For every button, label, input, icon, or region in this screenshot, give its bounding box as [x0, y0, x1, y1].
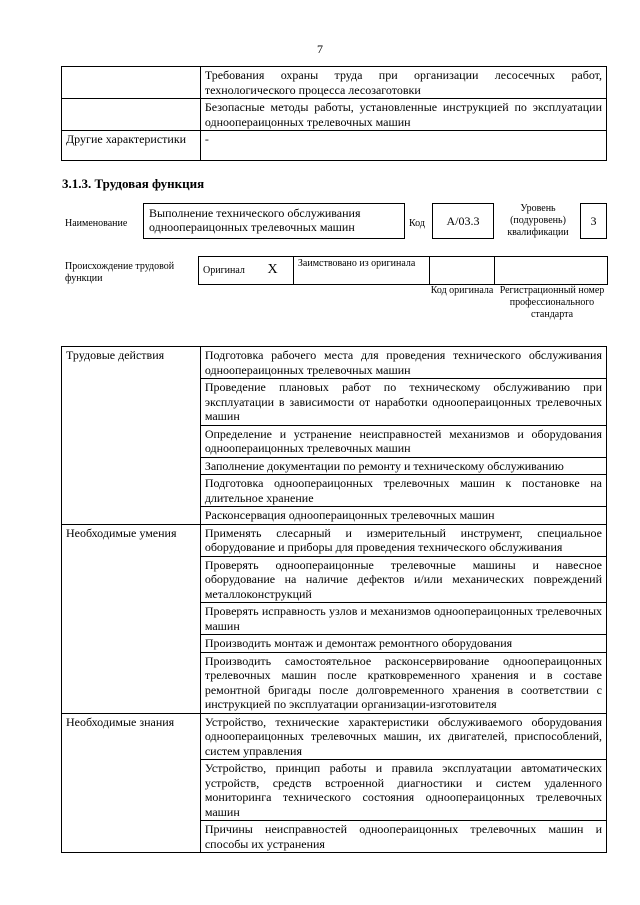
row-value: -	[200, 131, 606, 161]
table-cell: Производить монтаж и демонтаж ремонтного оборудования	[200, 635, 606, 653]
table-cell: Проведение плановых работ по техническому обслуживанию при эксплуатации в зависимости от наработки одноопераицонных трелевочных машин	[200, 379, 606, 426]
table-cell: Производить самостоятельное расконсервирование одноопераицонных трелевочных машин после кратковременного хранения и в составе ремонтной бригады после долговременного хранения в соответствии с инструкцией по эксплуатации организации-изготовителя	[200, 652, 606, 713]
name-value: Выполнение технического обслуживания одноопераицонных трелевочных машин	[143, 203, 405, 239]
section-heading: 3.1.3. Трудовая функция	[62, 176, 205, 191]
table-cell: Подготовка рабочего места для проведения технического обслуживания одноопераицонных трелевочных машин	[200, 347, 606, 379]
origin-table	[198, 256, 608, 285]
page-number: 7	[317, 42, 323, 56]
row-value: Безопасные методы работы, установленные инструкцией по эксплуатации одноопераицонных трелевочных машин	[200, 99, 606, 131]
code-label: Код	[409, 218, 425, 229]
table-cell: Применять слесарный и измерительный инструмент, специальное оборудование и приборы для проведения технического обслуживания	[200, 524, 606, 556]
table-row	[62, 131, 607, 161]
section-label: Необходимые умения	[62, 524, 201, 713]
origin-label: Происхождение трудовой функции	[65, 261, 175, 284]
original-label: Оригинал	[199, 257, 264, 285]
table-cell: Подготовка одноопераицонных трелевочных машин к постановке на длительное хранение	[200, 475, 606, 507]
table-cell: Определение и устранение неисправностей механизмов и оборудования одноопераицонных трелевочных машин	[200, 425, 606, 457]
table-cell: Проверять одноопераицонные трелевочные машины и навесное оборудование на наличие дефектов и/или механических повреждений металлоконструкций	[200, 556, 606, 603]
table-cell: Проверять исправность узлов и механизмов одноопераицонных трелевочных машин	[200, 603, 606, 635]
reg-number-cell	[495, 257, 608, 285]
section-label: Трудовые действия	[62, 347, 201, 525]
table-row	[62, 713, 607, 760]
section-label: Необходимые знания	[62, 713, 201, 853]
row-value: Требования охраны труда при организации лесосечных работ, технологического процесса лесозаготовки	[200, 67, 606, 99]
row-label	[62, 67, 201, 99]
main-table	[61, 346, 607, 853]
original-mark: X	[263, 257, 293, 285]
reg-caption: Регистрационный номер профессионального стандарта	[499, 285, 605, 320]
table-row	[62, 67, 607, 99]
table-cell: Заполнение документации по ремонту и техническому обслуживанию	[200, 457, 606, 475]
level-label: Уровень (подуровень) квалификации	[507, 203, 569, 238]
table-row	[62, 524, 607, 556]
table-cell: Расконсервация одноопераицонных трелевочных машин	[200, 507, 606, 525]
row-label: Другие характеристики	[62, 131, 201, 161]
code-caption: Код оригинала	[430, 285, 494, 296]
level-value: 3	[580, 203, 607, 239]
code-value: А/03.3	[432, 203, 494, 239]
name-label: Наименование	[65, 218, 128, 229]
row-label	[62, 99, 201, 131]
table-cell: Причины неисправностей одноопераицонных трелевочных машин и способы их устранения	[200, 821, 606, 853]
code-original-cell	[429, 257, 495, 285]
borrowed-label: Заимствовано из оригинала	[293, 257, 429, 285]
top-table	[61, 66, 607, 161]
table-row	[62, 99, 607, 131]
table-cell: Устройство, технические характеристики обслуживаемого оборудования одноопераицонных трелевочных машин, их двигателей, приспособлений, систем управления	[200, 713, 606, 760]
table-row	[62, 347, 607, 379]
table-cell: Устройство, принцип работы и правила эксплуатации автоматических устройств, средств встроенной диагностики и систем удаленного мониторинга технического состояния одноопераицонных трелевочных машин	[200, 760, 606, 821]
